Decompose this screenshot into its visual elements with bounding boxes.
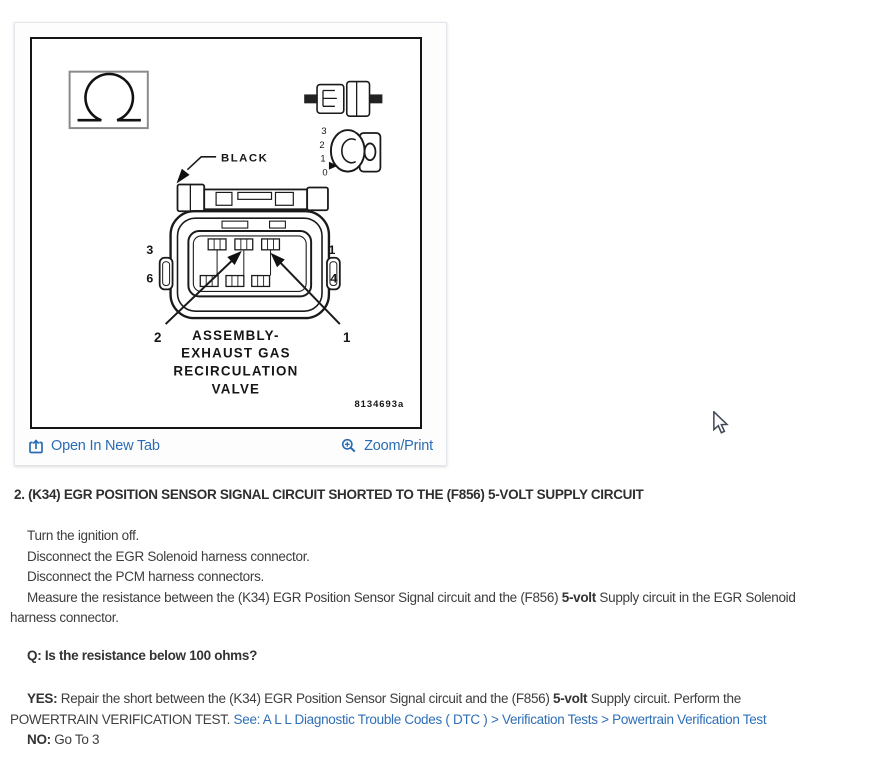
zoom-print-link[interactable] (341, 438, 433, 454)
open-in-new-tab-label: Open In New Tab (51, 438, 160, 454)
yes-text: Repair the short between the (K34) EGR Position Sensor Signal circuit and the (F856) (57, 691, 554, 706)
no-label: NO: (27, 732, 51, 747)
pointer-label-1: 1 (343, 329, 351, 345)
yes-answer-line (10, 689, 766, 710)
step-line (10, 588, 796, 609)
black-label: BLACK (221, 152, 269, 165)
figure-number: 8134693a (354, 398, 405, 410)
gauge-label-3: 3 (321, 125, 327, 137)
yes-text: Supply circuit. Perform the (587, 691, 741, 706)
cavity-label-6: 6 (146, 271, 154, 286)
inline-connector-sketch (304, 82, 382, 117)
assembly-caption-line2: EXHAUST GAS (181, 345, 291, 361)
mouse-cursor (712, 411, 731, 442)
egr-connector-diagram (30, 37, 422, 429)
yes-text-bold: 5-volt (553, 691, 588, 706)
verification-test-link[interactable]: See: A L L Diagnostic Trouble Codes ( DTC ) > Verification Tests > Powertrain Verification Test (233, 711, 767, 727)
step-text-bold: 5-volt (561, 589, 596, 605)
assembly-caption-line1: ASSEMBLY- (192, 327, 280, 343)
step-line: Disconnect the EGR Solenoid harness connector. (27, 548, 310, 564)
answers-block (10, 689, 766, 751)
step-heading: 2. (K34) EGR POSITION SENSOR SIGNAL CIRCUIT SHORTED TO THE (F856) 5-VOLT SUPPLY CIRCUIT (14, 487, 644, 502)
open-in-new-tab-icon (28, 438, 44, 454)
zoom-print-label: Zoom/Print (364, 438, 433, 454)
gauge-label-1: 1 (320, 152, 326, 164)
figure-panel (14, 22, 447, 466)
gauge-label-0: 0 (322, 166, 328, 178)
terminal-gauge-sketch (319, 125, 380, 178)
yes-answer-line2 (10, 710, 766, 731)
step-text: Supply circuit in the EGR Solenoid (595, 589, 796, 605)
black-wire-callout (177, 153, 269, 184)
cavity-label-4: 4 (330, 271, 338, 286)
figure-toolbar (15, 431, 446, 465)
zoom-icon (341, 438, 357, 454)
yes-label: YES: (27, 691, 58, 706)
open-in-new-tab-link[interactable] (28, 438, 160, 454)
pointer-label-2: 2 (153, 329, 162, 345)
cavity-label-3: 3 (146, 242, 154, 257)
step-line: Turn the ignition off. (27, 528, 139, 543)
no-answer-line (10, 730, 766, 751)
assembly-caption (173, 328, 298, 396)
egr-connector-body (160, 185, 340, 319)
step-line: Disconnect the PCM harness connectors. (27, 569, 264, 584)
question-text: Q: Is the resistance below 100 ohms? (27, 648, 258, 663)
procedure-steps (10, 526, 796, 629)
cavity-label-1: 1 (328, 242, 336, 257)
gauge-label-2: 2 (319, 138, 325, 150)
step-text: Measure the resistance between the (K34) EGR Position Sensor Signal circuit and the (F856) (27, 589, 562, 605)
ohmmeter-symbol (70, 72, 148, 128)
connector-drawing (32, 39, 420, 427)
no-text: Go To 3 (50, 732, 100, 747)
yes-text: POWERTRAIN VERIFICATION TEST. (10, 711, 234, 727)
assembly-caption-line4: VALVE (211, 381, 261, 397)
assembly-caption-line3: RECIRCULATION (173, 363, 299, 379)
step-line: harness connector. (10, 610, 119, 625)
